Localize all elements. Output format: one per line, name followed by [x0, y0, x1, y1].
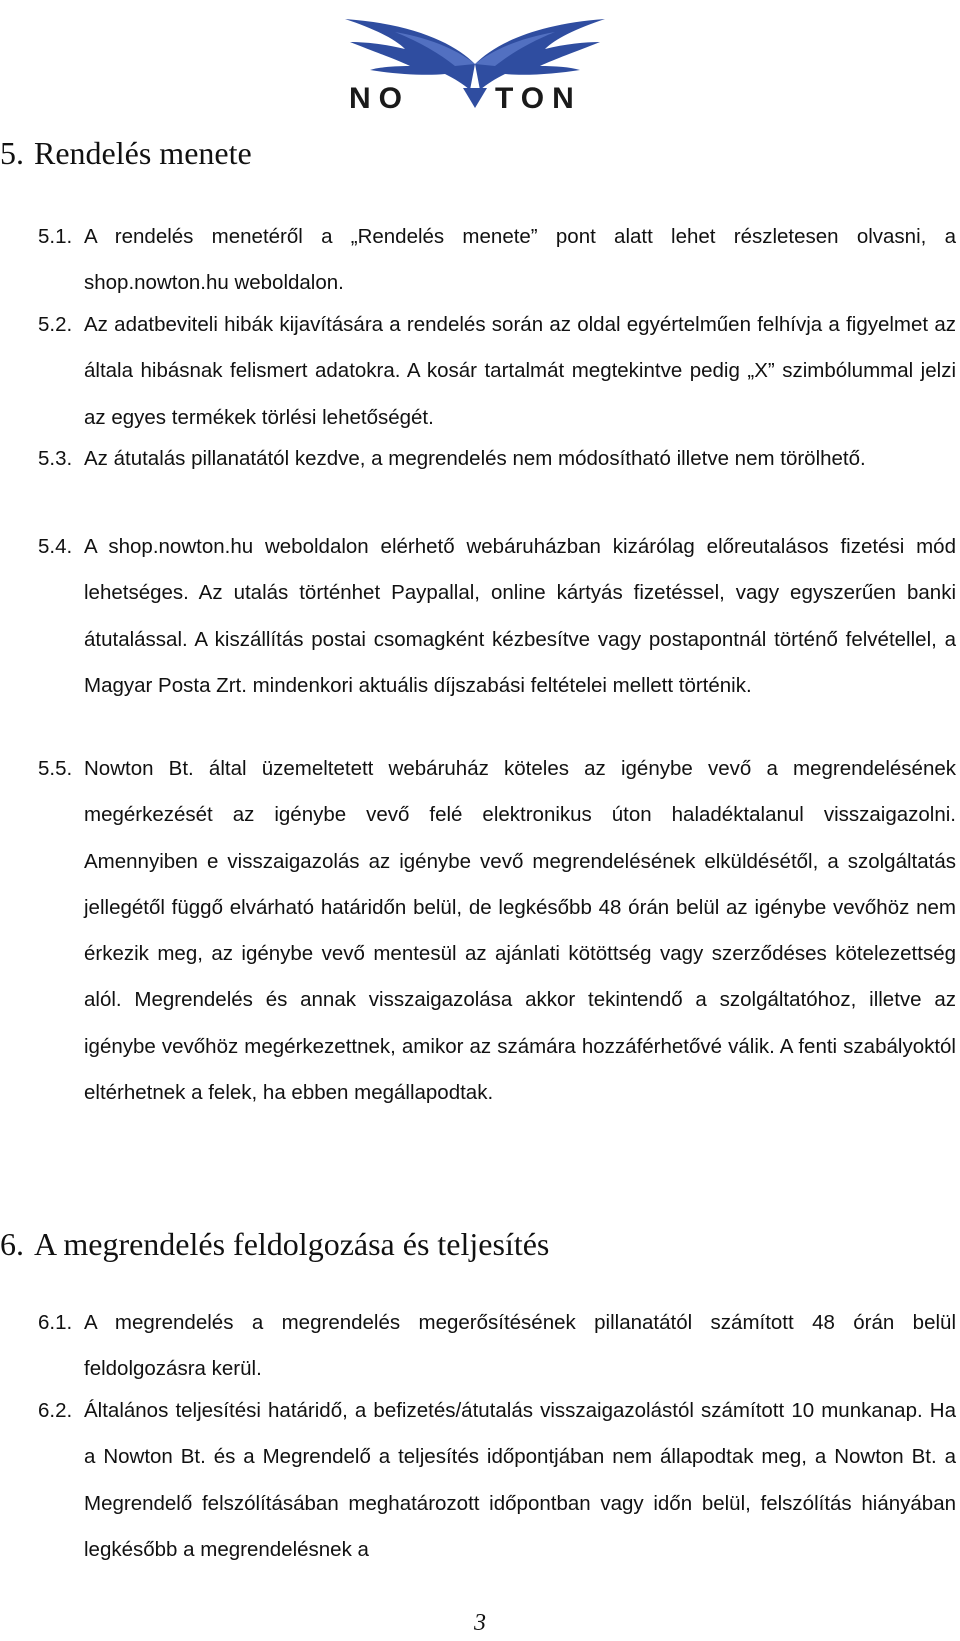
- item-text: Általános teljesítési határidő, a befizetés/átutalás visszaigazolástól számított 10 munkanap. Ha a Nowton Bt. és a Megrendelő a teljesítés időpontjában nem állapodtak meg, a Nowton Bt. a Megrendelő felszólításában meghatározott időpontban vagy időn belül, felszólítás hiányában legkésőbb a megrendelésnek a: [84, 1399, 956, 1561]
- list-item: [38, 1388, 956, 1573]
- item-number: 5.3.: [38, 447, 73, 470]
- item-text: A shop.nowton.hu weboldalon elérhető webáruházban kizárólag előreutalásos fizetési mód lehetséges. Az utalás történhet Paypallal, online kártyás fizetéssel, vagy egyszerűen banki átutalással. A kiszállítás postai csomagként kézbesítve vagy postapontnál történő felvétellel, a Magyar Posta Zrt. mindenkori aktuális díjszabási feltételei mellett történik.: [84, 535, 956, 697]
- item-text: Az adatbeviteli hibák kijavítására a rendelés során az oldal egyértelműen felhívja a figyelmet az általa hibásnak felismert adatokra. A kosár tartalmát megtekintve pedig „X” szimbólummal jelzi az egyes termékek törlési lehetőségét.: [84, 313, 956, 429]
- section-5-title: Rendelés menete: [34, 135, 252, 171]
- page-number: 3: [474, 1610, 486, 1636]
- item-number: 5.2.: [38, 313, 73, 336]
- item-text: Az átutalás pillanatától kezdve, a megrendelés nem módosítható illetve nem törölhető.: [84, 447, 866, 470]
- item-number: 6.1.: [38, 1311, 73, 1334]
- list-item: [38, 214, 956, 307]
- wings-logo-icon: [335, 4, 615, 116]
- item-number: 5.4.: [38, 535, 73, 558]
- section-5-number: 5.: [0, 135, 24, 171]
- item-number: 6.2.: [38, 1399, 73, 1422]
- item-text: Nowton Bt. által üzemeltetett webáruház köteles az igénybe vevő a megrendelésének megérkezését az igénybe vevő felé elektronikus úton haladéktalanul visszaigazolni. Amennyiben e visszaigazolás az igénybe vevő megrendelésének elküldésétől, a szolgáltatás jellegétől függő elvárható határidőn belül, de legkésőbb 48 órán belül az igénybe vevőhöz nem érkezik meg, az igénybe vevő mentesül az ajánlati kötöttség vagy szerződéses kötelezettség alól. Megrendelés és annak visszaigazolása akkor tekintendő a szolgáltatóhoz, illetve az igénybe vevőhöz megérkezettnek, amikor az számára hozzáférhetővé válik. A fenti szabályoktól eltérhetnek a felek, ha ebben megállapodtak.: [84, 757, 956, 1105]
- nowton-logo: [335, 4, 615, 116]
- list-item: [38, 1300, 956, 1393]
- list-item: [38, 436, 956, 482]
- section-6-heading: [0, 1224, 549, 1264]
- logo-wordmark-right: TON: [495, 82, 582, 115]
- item-text: A rendelés menetéről a „Rendelés menete” pont alatt lehet részletesen olvasni, a shop.nowton.hu weboldalon.: [84, 225, 956, 295]
- list-item: [38, 746, 956, 1116]
- logo-wordmark-left: NO: [349, 82, 410, 115]
- list-item: [38, 524, 956, 709]
- section-6-title: A megrendelés feldolgozása és teljesítés: [34, 1226, 550, 1262]
- item-number: 5.1.: [38, 225, 73, 248]
- section-6-number: 6.: [0, 1226, 24, 1262]
- item-number: 5.5.: [38, 757, 73, 780]
- list-item: [38, 302, 956, 441]
- section-5-heading: [0, 133, 252, 173]
- item-text: A megrendelés a megrendelés megerősítésének pillanatától számított 48 órán belül feldolgozásra kerül.: [84, 1311, 956, 1381]
